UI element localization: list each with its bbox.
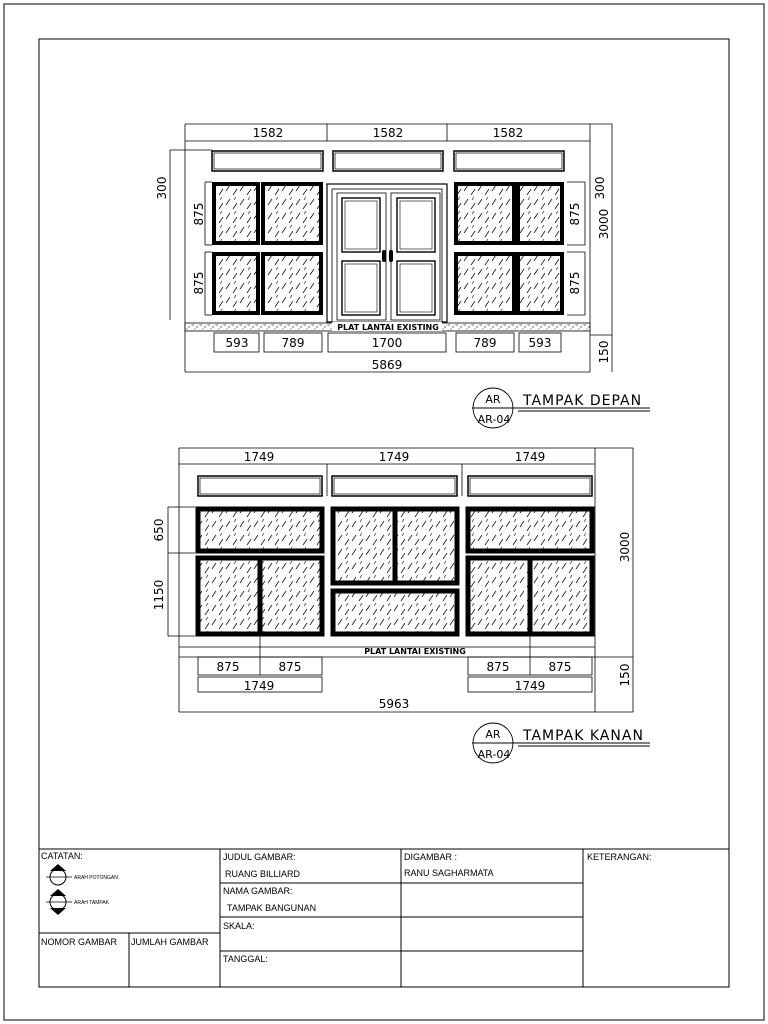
front-elevation <box>155 124 650 428</box>
judul-gambar-label: JUDUL GAMBAR: <box>223 852 296 862</box>
side-bottom-sub-2: 1749 <box>514 679 546 693</box>
legend-arah-potongan <box>46 864 118 885</box>
nama-gambar-label: NAMA GAMBAR: <box>223 886 293 896</box>
side-top-dim-2: 1749 <box>378 450 410 464</box>
side-bottom-dim-3: 875 <box>486 660 510 674</box>
nama-gambar-value: TAMPAK BANGUNAN <box>227 903 317 913</box>
side-bottom-sub-1: 1749 <box>243 679 275 693</box>
side-title-badge <box>472 723 650 763</box>
side-bottom-dim-2: 875 <box>278 660 302 674</box>
legend-arah-tampak <box>46 889 110 915</box>
nomor-gambar-label: NOMOR GAMBAR <box>41 937 118 947</box>
side-bottom-total: 5963 <box>378 697 410 711</box>
tanggal-label: TANGGAL: <box>223 954 268 964</box>
side-floor-label: PLAT LANTAI EXISTING <box>364 647 466 656</box>
front-top-dim-3: 1582 <box>492 126 524 140</box>
side-top-dim-1: 1749 <box>243 450 275 464</box>
front-bottom-dim-5: 593 <box>528 336 552 350</box>
legend-tampak-label: ARAH TAMPAK <box>74 900 110 906</box>
front-right-dim-875b: 875 <box>568 271 582 295</box>
front-base-dim: 150 <box>597 340 611 364</box>
front-left-dim-875a: 875 <box>192 202 206 226</box>
side-left-dim-650: 650 <box>152 518 166 542</box>
front-left-dim-300: 300 <box>155 176 169 200</box>
side-badge-top: AR <box>485 728 501 741</box>
front-left-dim-875b: 875 <box>192 271 206 295</box>
front-bottom-dim-1: 593 <box>225 336 249 350</box>
front-bottom-total: 5869 <box>371 358 403 372</box>
front-right-dim-875a: 875 <box>568 202 582 226</box>
side-bottom-dim-4: 875 <box>548 660 572 674</box>
skala-label: SKALA: <box>223 921 255 931</box>
front-title-badge <box>472 388 650 428</box>
title-block <box>39 849 729 987</box>
front-bottom-dim-4: 789 <box>473 336 497 350</box>
side-badge-bottom: AR-04 <box>477 748 511 761</box>
side-title: TAMPAK KANAN <box>523 728 644 744</box>
digambar-label: DIGAMBAR : <box>404 852 458 862</box>
front-right-total: 3000 <box>597 208 611 240</box>
side-right-total: 3000 <box>618 531 632 563</box>
judul-gambar-value: RUANG BILLIARD <box>225 869 301 879</box>
front-bottom-dim-2: 789 <box>281 336 305 350</box>
legend-potongan-label: ARAH POTONGAN <box>74 875 118 881</box>
front-right-dim-300: 300 <box>593 176 607 200</box>
side-elevation <box>152 448 650 763</box>
side-top-dim-3: 1749 <box>514 450 546 464</box>
catatan-label: CATATAN: <box>41 851 83 861</box>
front-badge-bottom: AR-04 <box>477 413 511 426</box>
keterangan-label: KETERANGAN: <box>587 852 652 862</box>
jumlah-gambar-label: JUMLAH GAMBAR <box>131 937 209 947</box>
side-left-dim-1150: 1150 <box>152 579 166 611</box>
front-floor-label: PLAT LANTAI EXISTING <box>337 323 439 332</box>
front-title: TAMPAK DEPAN <box>523 393 643 409</box>
digambar-value: RANU SAGHARMATA <box>404 868 494 878</box>
side-base-dim: 150 <box>618 663 632 687</box>
front-badge-top: AR <box>485 393 501 406</box>
front-top-dim-2: 1582 <box>372 126 404 140</box>
front-bottom-dim-3: 1700 <box>371 336 403 350</box>
side-bottom-dim-1: 875 <box>216 660 240 674</box>
front-top-dim-1: 1582 <box>252 126 284 140</box>
